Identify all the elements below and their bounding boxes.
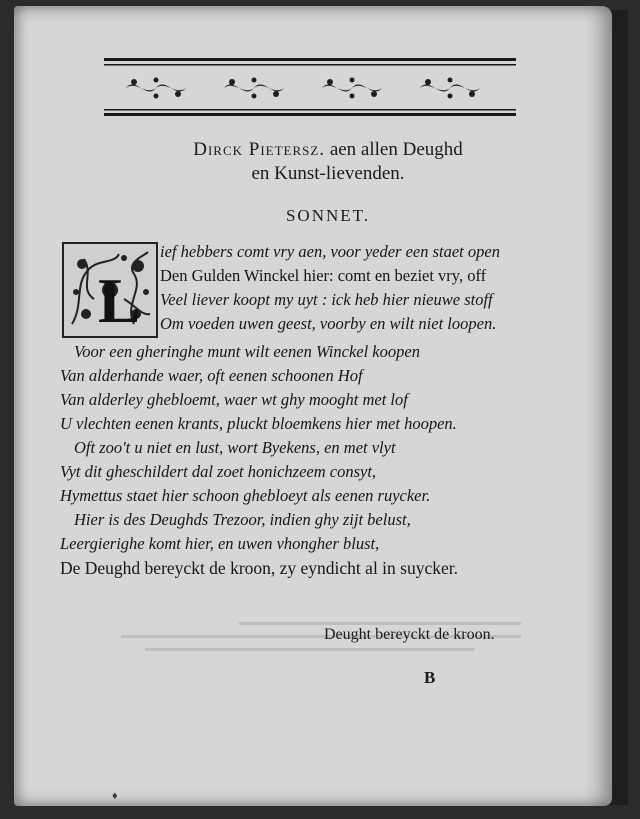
poem-line-12: Hier is des Deughds Trezoor, indien ghy zijt belust, xyxy=(74,510,411,529)
svg-text:L: L xyxy=(98,265,141,336)
poem-line-3: Veel liever koopt my uyt : ick heb hier nieuwe stoff xyxy=(160,290,493,309)
poem-line-5: Voor een gheringhe munt wilt eenen Winckel koopen xyxy=(74,342,420,361)
poem-line-14: De Deughd bereyckt de kroon, zy eyndicht al in suycker. xyxy=(60,558,458,578)
poem-line-4: Om voeden uwen geest, voorby en wilt niet loopen. xyxy=(160,314,497,333)
poem-line-2: Den Gulden Winckel hier: comt en beziet vry, off xyxy=(160,266,487,285)
book-page xyxy=(14,6,612,806)
poem-line-11: Hymettus staet hier schoon ghebloeyt als eenen ruycker. xyxy=(60,486,431,505)
heading-line-1-rest: aen allen Deughd xyxy=(325,139,463,160)
sonnet-title: SONNET. xyxy=(285,206,371,225)
poem-line-9: Oft zoo't u niet en lust, wort Byekens, en met vlyt xyxy=(74,438,396,457)
poem-line-6: Van alderhande waer, oft eenen schoonen Hof xyxy=(60,366,363,385)
author-name: Dirck Pietersz. xyxy=(193,139,326,160)
heading-line-2: en Kunst-lievenden. xyxy=(251,163,405,184)
page-heading xyxy=(14,138,612,186)
poem-line-1: ief hebbers comt vry aen, voor yeder een staet open xyxy=(160,242,500,261)
ink-speck: ♦ xyxy=(112,790,118,802)
decorated-initial-letter xyxy=(62,242,158,338)
floral-initial-icon xyxy=(64,244,156,336)
poem-line-10: Vyt dit gheschildert dal zoet honichzeem consyt, xyxy=(60,462,377,481)
signature-mark: B xyxy=(424,668,436,687)
heading-line-1 xyxy=(44,138,612,162)
ornamental-header-band xyxy=(104,58,516,116)
poem-line-7: Van alderley ghebloemt, waer wt ghy mooght met lof xyxy=(60,390,408,409)
poem-line-13: Leergierighe komt hier, en uwen vhongher blust, xyxy=(60,534,380,553)
motto: Deught bereyckt de kroon. xyxy=(324,626,495,643)
poem-line-8: U vlechten eenen krants, pluckt bloemkens hier met hoopen. xyxy=(60,414,457,433)
